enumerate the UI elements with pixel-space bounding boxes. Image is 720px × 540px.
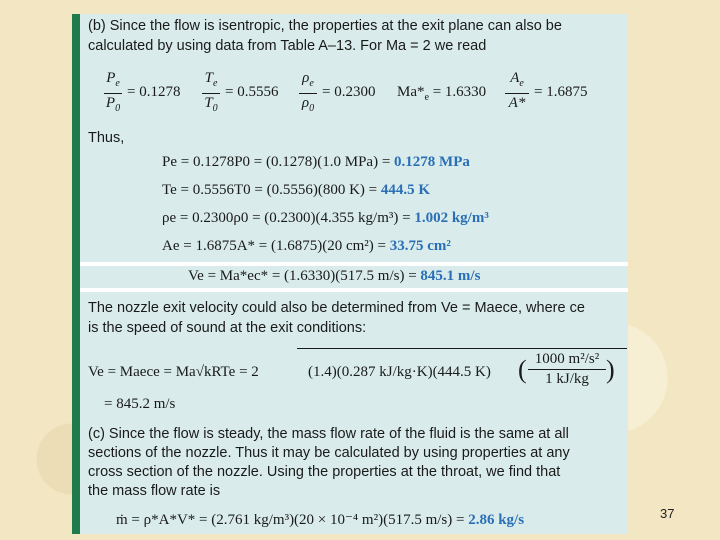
para-nozzle-line1: The nozzle exit velocity could also be determined from Ve = Maece, where ce	[88, 300, 585, 316]
para-c-line2: sections of the nozzle. Thus it may be calculated by using properties at any	[88, 445, 570, 461]
thus-label: Thus,	[88, 130, 125, 146]
para-nozzle-line2: is the speed of sound at the exit conditions:	[88, 320, 367, 336]
para-b-line2: calculated by using data from Table A–13. For Ma = 2 we read	[88, 38, 487, 54]
accent-bar	[72, 14, 80, 534]
para-c-line4: the mass flow rate is	[88, 483, 221, 499]
divider-top	[80, 262, 628, 266]
paren-right: )	[606, 355, 615, 384]
page-number: 37	[660, 506, 675, 521]
paren-left: (	[518, 355, 527, 384]
conversion-fraction: 1000 m²/s² 1 kJ/kg	[528, 351, 606, 388]
ve-formula-lhs: Ve = Maece = Ma√kRTe = 2	[88, 364, 259, 380]
para-c-line1: (c) Since the flow is steady, the mass flow rate of the fluid is the same at all	[88, 426, 569, 442]
divider-bottom	[80, 288, 628, 292]
result-ve: Ve = Ma*ec* = (1.6330)(517.5 m/s) = 845.1 m/s	[188, 268, 481, 284]
ratio-rho-fraction: $\rho_e$ $\rho_0$	[299, 70, 317, 117]
ratio-p-value: = 0.1278	[127, 84, 181, 100]
result-rhoe: ρe = 0.2300ρ0 = (0.2300)(4.355 kg/m³) = 1.002 kg/m³	[162, 210, 489, 226]
mdot-equation: ṁ = ρ*A*V* = (2.761 kg/m³)(20 × 10⁻⁴ m²)(517.5 m/s) = 2.86 kg/s	[116, 512, 525, 528]
ratio-ma: $Ma*_e = 1.6330$	[397, 84, 487, 103]
para-c-line3: cross section of the nozzle. Using the properties at the throat, we find that	[88, 464, 561, 480]
ve-formula-result: = 845.2 m/s	[104, 396, 176, 412]
ratio-t-value: = 0.5556	[225, 84, 279, 100]
para-b-line1: (b) Since the flow is isentropic, the properties at the exit plane can also be	[88, 18, 562, 34]
ratio-a-fraction: $A_e$ A*	[505, 70, 529, 112]
ve-formula-inside: (1.4)(0.287 kJ/kg·K)(444.5 K)	[308, 364, 491, 380]
result-pe: Pe = 0.1278P0 = (0.1278)(1.0 MPa) = 0.1278 MPa	[162, 154, 470, 170]
ratio-p-fraction: $P_e$ $P_0$	[105, 70, 121, 114]
result-te: Te = 0.5556T0 = (0.5556)(800 K) = 444.5 K	[162, 182, 431, 198]
ratio-a-value: = 1.6875	[534, 84, 588, 100]
result-ae: Ae = 1.6875A* = (1.6875)(20 cm²) = 33.75 cm²	[162, 238, 451, 254]
ratio-t-fraction: $T_e$ $T_0$	[202, 70, 220, 117]
ratio-rho-value: = 0.2300	[322, 84, 376, 100]
